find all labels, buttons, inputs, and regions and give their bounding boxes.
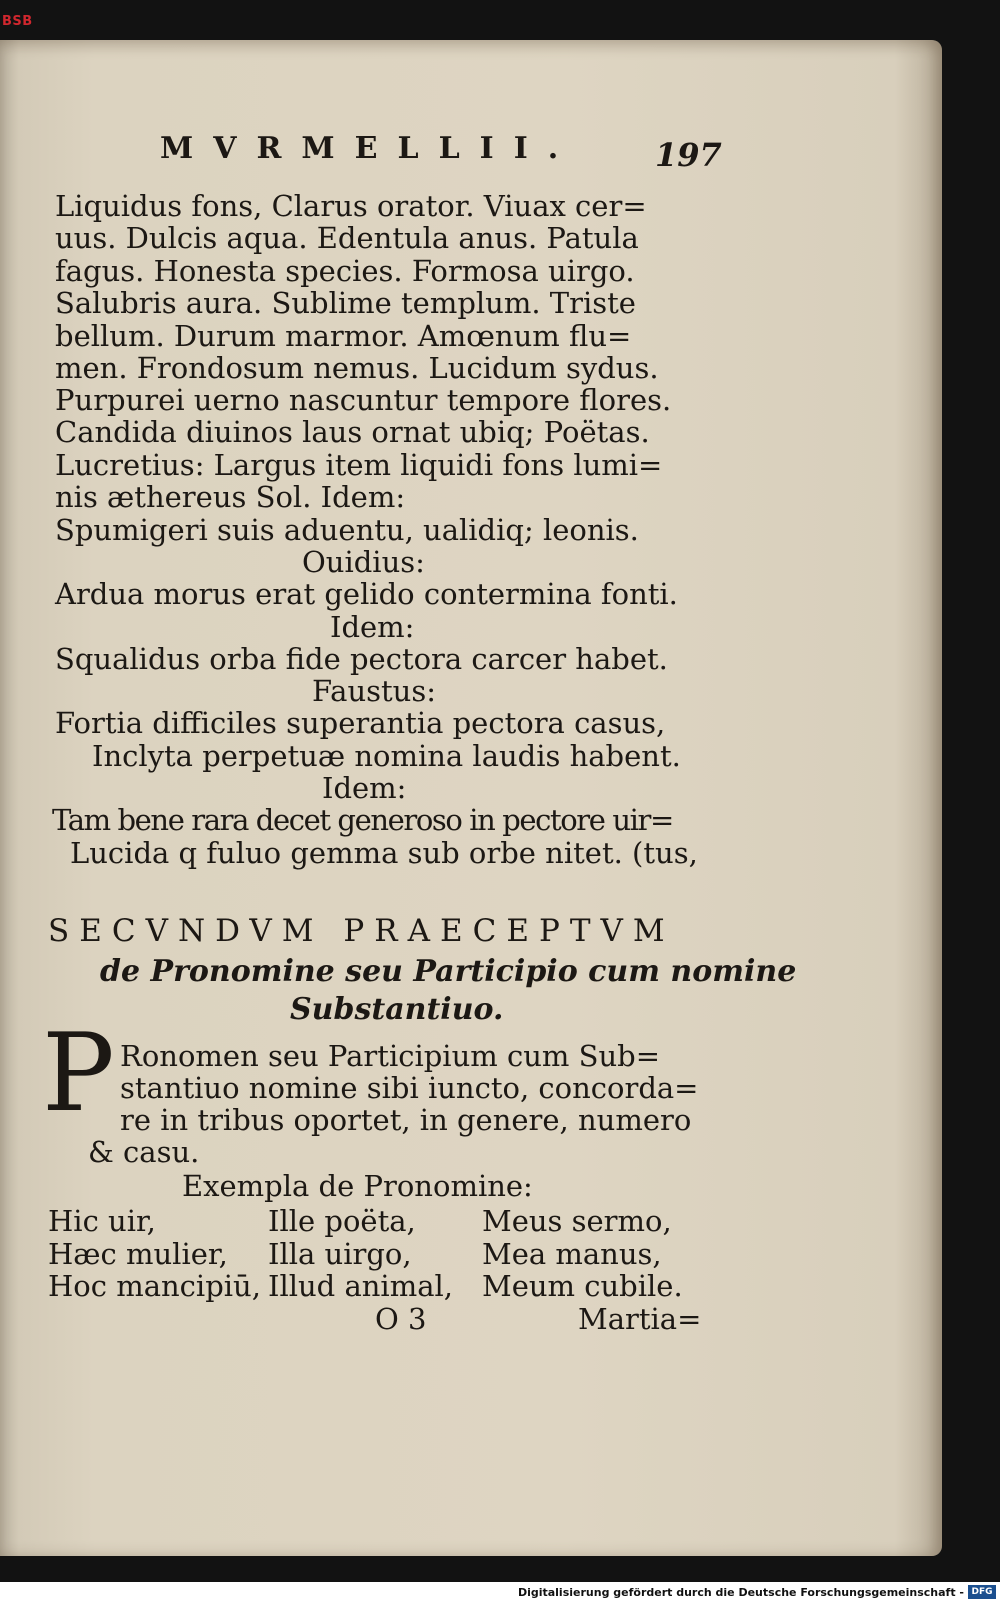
- body-line: Ardua morus erat gelido contermina fonti.: [55, 577, 678, 611]
- body-line: men. Frondosum nemus. Lucidum sydus.: [55, 351, 659, 385]
- body-line: Fortia difficiles superantia pectora casus,: [55, 706, 666, 740]
- body-line: fagus. Honesta species. Formosa uirgo.: [55, 254, 635, 288]
- book-page: [0, 40, 942, 1556]
- page-number: 197: [655, 136, 722, 174]
- example-cell: Hic uir,: [48, 1204, 156, 1238]
- body-line: uus. Dulcis aqua. Edentula anus. Patula: [55, 221, 639, 255]
- example-cell: Mea manus,: [482, 1237, 662, 1271]
- body-line: Tam bene rara decet generoso in pectore uir=: [52, 803, 673, 837]
- body-line: Candida diuinos laus ornat ubiq; Poëtas.: [55, 415, 650, 449]
- drop-cap: P: [42, 1011, 115, 1136]
- body-line: Squalidus orba fide pectora carcer habet.: [55, 642, 668, 676]
- author-label: Idem:: [322, 771, 407, 805]
- author-label: Idem:: [330, 610, 415, 644]
- example-cell: Meum cubile.: [482, 1269, 683, 1303]
- example-cell: Meus sermo,: [482, 1204, 672, 1238]
- body-line: Inclyta perpetuæ nomina laudis habent.: [92, 739, 681, 773]
- body-line: Spumigeri suis aduentu, ualidiq; leonis.: [55, 513, 639, 547]
- section-heading: SECVNDVM PRAECEPTVM: [48, 913, 675, 949]
- body-line: Salubris aura. Sublime templum. Triste: [55, 286, 636, 320]
- section-subheading: Substantiuo.: [290, 992, 504, 1027]
- paragraph-line: stantiuo nomine sibi iuncto, concorda=: [120, 1071, 699, 1105]
- example-cell: Illud animal,: [268, 1269, 453, 1303]
- example-cell: Illa uirgo,: [268, 1237, 412, 1271]
- section-subheading: de Pronomine seu Participio cum nomine: [100, 954, 797, 989]
- footer-credit: Digitalisierung gefördert durch die Deutsche Forschungsgemeinschaft -: [517, 1586, 964, 1599]
- paragraph-line: & casu.: [88, 1135, 200, 1169]
- example-cell: Ille poëta,: [268, 1204, 416, 1238]
- signature-mark: O 3: [375, 1302, 427, 1336]
- author-label: Ouidius:: [302, 545, 425, 579]
- catchword: Martia=: [578, 1302, 702, 1336]
- body-line: bellum. Durum marmor. Amœnum flu=: [55, 319, 632, 353]
- body-line: Lucida q fuluo gemma sub orbe nitet. (tus,: [70, 836, 698, 870]
- paragraph-line: re in tribus oportet, in genere, numero: [120, 1103, 692, 1137]
- example-cell: Hæc mulier,: [48, 1237, 228, 1271]
- dfg-logo: DFG: [968, 1585, 996, 1599]
- body-line: Lucretius: Largus item liquidi fons lumi=: [55, 448, 663, 482]
- running-header: MVRMELLII.: [160, 131, 579, 166]
- paragraph-line: Ronomen seu Participium cum Sub=: [120, 1039, 661, 1073]
- example-cell: Hoc mancipiū,: [48, 1269, 261, 1303]
- body-line: Purpurei uerno nascuntur tempore flores.: [55, 383, 672, 417]
- body-line: Liquidus fons, Clarus orator. Viuax cer=: [55, 189, 647, 223]
- bsb-watermark: BSB: [2, 14, 33, 29]
- examples-heading: Exempla de Pronomine:: [182, 1169, 533, 1203]
- author-label: Faustus:: [312, 674, 436, 708]
- body-line: nis æthereus Sol. Idem:: [55, 480, 406, 514]
